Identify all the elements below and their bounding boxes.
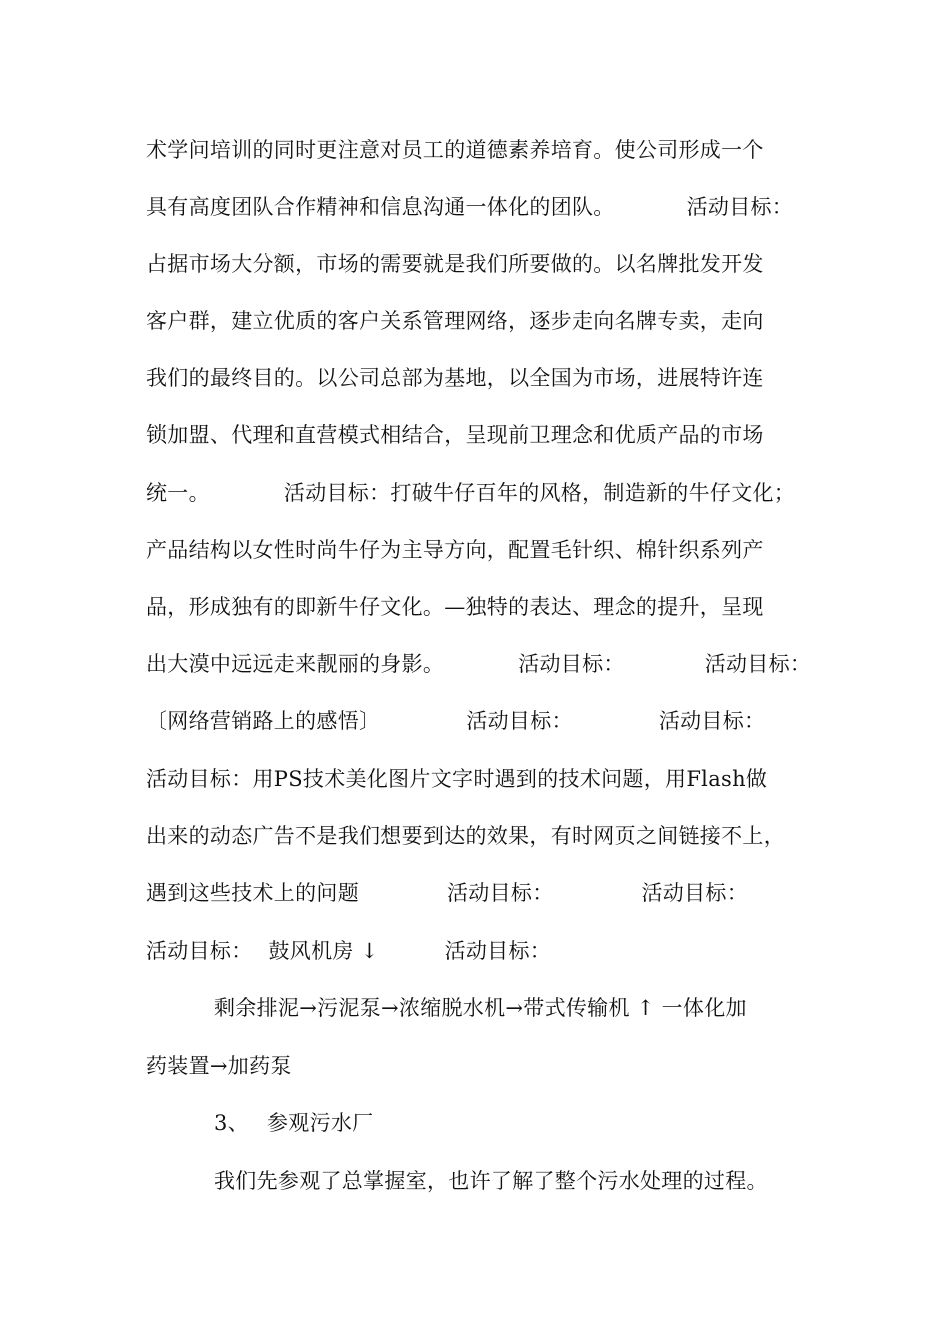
paragraph-line: 出来的动态广告不是我们想要到达的效果，有时网页之间链接不上， [146,824,785,848]
paragraph-line: 产品结构以女性时尚牛仔为主导方向，配置毛针织、棉针织系列产 [146,538,764,562]
paragraph-line [146,649,826,679]
paragraph-line [146,706,826,736]
text-segment: 鼓风机房 ↓ [268,939,379,963]
activity-goal-label: 活动目标： [466,709,573,733]
activity-goal-label: 活动目标： [704,652,812,676]
paragraph-line: 药装置→加药泵 [146,1054,292,1078]
text-segment: 〔网络营销路上的感悟〕 [146,709,381,733]
activity-goal-label: 活动目标： [518,652,625,676]
section-title: 参观污水厂 [266,1111,374,1135]
paragraph-line [146,936,826,966]
paragraph-line [146,878,826,908]
activity-goal-label: 活动目标： [146,939,253,963]
activity-goal-label: 活动目标： [641,881,748,905]
paragraph-line [146,192,826,222]
paragraph-line: 剩余排泥→污泥泵→浓缩脱水机→带式传输机 ↑ 一体化加 [214,996,747,1020]
text-segment: 遇到这些技术上的问题 [146,881,359,905]
paragraph-line [146,478,826,508]
paragraph-line: 占据市场大分额，市场的需要就是我们所要做的。以名牌批发开发 [146,252,764,276]
activity-goal-text: 活动目标：打破牛仔百年的风格，制造新的牛仔文化； [283,481,796,505]
activity-goal-label: 活动目标： [658,709,766,733]
paragraph-line: 客户群，建立优质的客户关系管理网络，逐步走向名牌专卖，走向 [146,309,764,333]
text-segment: 出大漠中远远走来靓丽的身影。 [146,652,445,676]
paragraph-line: 术学问培训的同时更注意对员工的道德素养培育。使公司形成一个 [146,138,764,162]
paragraph-line: 品，形成独有的即新牛仔文化。—独特的表达、理念的提升，呈现 [146,595,764,619]
text-segment: 统一。 [146,481,210,505]
activity-goal-label: 活动目标： [444,939,552,963]
activity-goal-label: 活动目标： [447,881,554,905]
paragraph-line: 我们的最终目的。以公司总部为基地，以全国为市场，进展特许连 [146,366,764,390]
text-segment: 具有高度团队合作精神和信息沟通一体化的团队。 [146,195,615,219]
paragraph-line: 活动目标：用PS技术美化图片文字时遇到的技术问题，用Flash做 [146,767,768,791]
activity-goal-label: 活动目标： [686,195,794,219]
paragraph-line: 锁加盟、代理和直营模式相结合，呈现前卫理念和优质产品的市场 [146,423,764,447]
paragraph-line: 我们先参观了总掌握室，也许了解了整个污水处理的过程。 [214,1169,768,1193]
section-heading [214,1108,894,1138]
section-number: 3、 [214,1111,249,1135]
